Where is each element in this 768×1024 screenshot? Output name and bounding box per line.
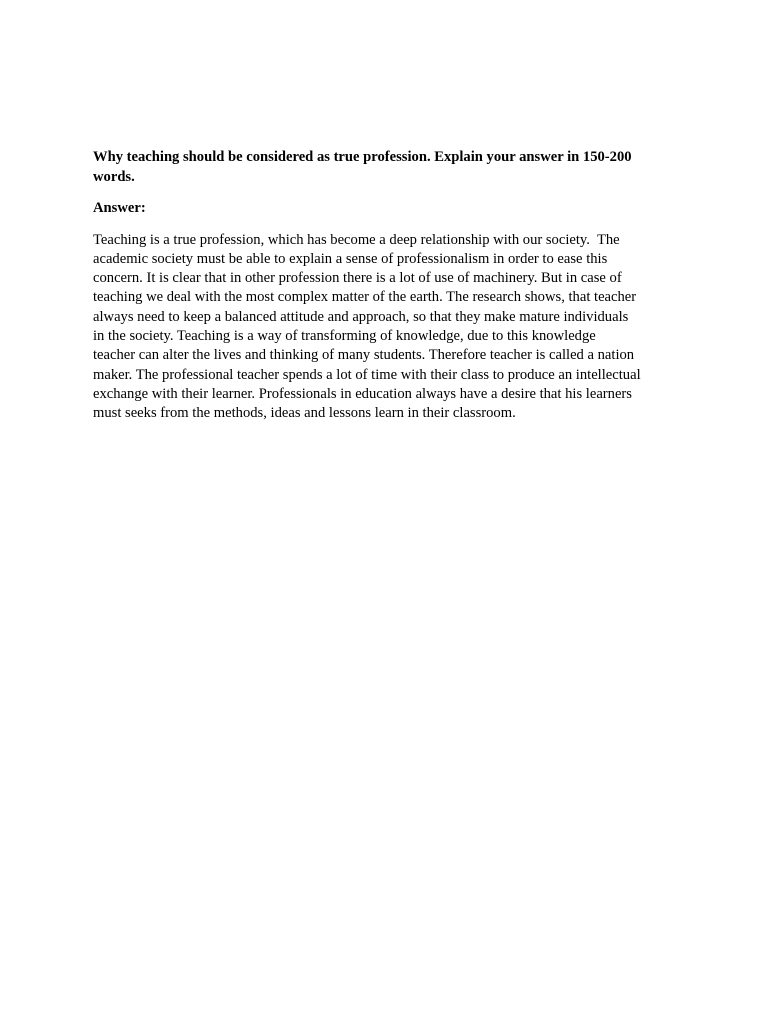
- answer-line: Teaching is a true profession, which has become a deep relationship with our society. The: [93, 231, 620, 248]
- answer-line: maker. The professional teacher spends a lot of time with their class to produce an intellectual: [93, 366, 641, 383]
- answer-paragraph: [93, 231, 683, 424]
- answer-line: exchange with their learner. Professionals in education always have a desire that his learners: [93, 385, 632, 402]
- question-line: words.: [93, 168, 135, 185]
- answer-line: concern. It is clear that in other profession there is a lot of use of machinery. But in case of: [93, 270, 622, 287]
- answer-line: must seeks from the methods, ideas and lessons learn in their classroom.: [93, 405, 516, 422]
- answer-line: teaching we deal with the most complex matter of the earth. The research shows, that teacher: [93, 289, 637, 306]
- answer-heading: Answer:: [93, 200, 146, 216]
- document-content: [93, 148, 683, 423]
- answer-line: always need to keep a balanced attitude and approach, so that they make mature individuals: [93, 308, 629, 325]
- answer-line: teacher can alter the lives and thinking of many students. Therefore teacher is called a nation: [93, 347, 635, 364]
- question-line: Why teaching should be considered as true profession. Explain your answer in 150-200: [93, 149, 632, 165]
- question-heading: [93, 148, 683, 187]
- answer-line: academic society must be able to explain a sense of professionalism in order to ease this: [93, 250, 608, 267]
- answer-line: in the society. Teaching is a way of transforming of knowledge, due to this knowledge: [93, 327, 596, 344]
